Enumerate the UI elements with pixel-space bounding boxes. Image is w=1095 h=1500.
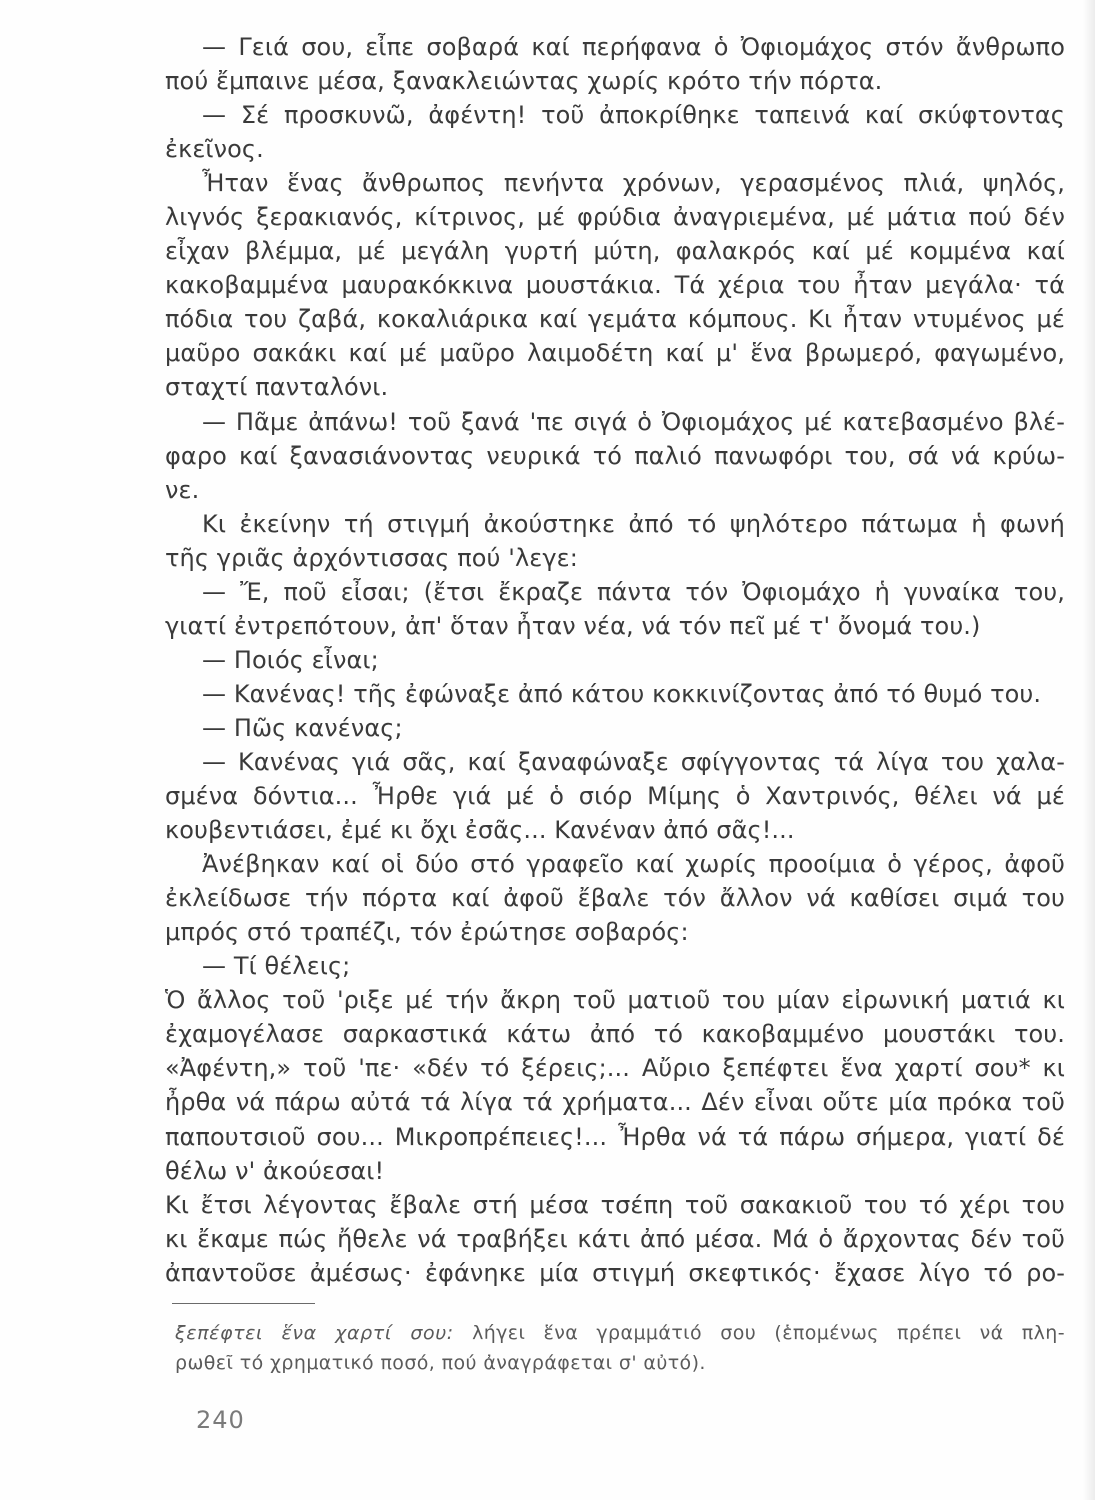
text-line: — Κανένας γιά σᾶς, καί ξαναφώναξε σφίγγοντας τά λίγα του χαλα- [202,747,1065,776]
text-line: Ὁ ἄλλος τοῦ 'ριξε μέ τήν ἄκρη τοῦ ματιοῦ του μίαν εἰρωνική ματιά κι [165,986,1065,1015]
text-line: ἀπαντοῦσε ἀμέσως· ἐφάνηκε μία στιγμή σκεφτικός· ἔχασε λίγο τό ρο- [165,1258,1065,1287]
text-line: ἐκλείδωσε τήν πόρτα καί ἀφοῦ ἔβαλε τόν ἄλλον νά καθίσει σιμά του [165,884,1065,913]
page-number: 240 [196,1406,245,1434]
text-line: μπρός στό τραπέζι, τόν ἐρώτησε σοβαρός: [165,918,689,947]
text-line: Ἀνέβηκαν καί οἱ δύο στό γραφεῖο καί χωρίς προοίμια ὁ γέρος, ἀφοῦ [202,850,1065,879]
text-line: — Γειά σου, εἶπε σοβαρά καί περήφανα ὁ Ὀφιομάχος στόν ἄνθρωπο [202,33,1065,61]
text-line: — Πῶς κανένας; [202,713,403,742]
text-line: Κι ἔτσι λέγοντας ἔβαλε στή μέσα τσέπη τοῦ σακακιοῦ του τό χέρι του [165,1190,1065,1219]
text-line: — Κανένας! τῆς ἐφώναξε ἀπό κάτου κοκκινίζοντας ἀπό τό θυμό του. [202,679,1042,708]
text-line: πόδια του ζαβά, κοκαλιάρικα καί γεμάτα κόμπους. Κι ἦταν ντυμένος μέ [165,305,1065,334]
text-line: — Ποιός εἶναι; [202,645,379,674]
text-line: κι ἔκαμε πώς ἤθελε νά τραβήξει κάτι ἀπό μέσα. Μά ὁ ἄρχοντας δέν τοῦ [165,1224,1065,1253]
page-edge-shadow [1083,0,1095,1500]
footnote-line-1 [175,1318,1065,1348]
text-line: — Ἔ, ποῦ εἶσαι; (ἔτσι ἔκραζε πάντα τόν Ὀφιομάχο ἡ γυναίκα του, [202,577,1065,606]
text-line: πού ἔμπαινε μέσα, ξανακλειώντας χωρίς κρότο τήν πόρτα. [165,67,883,96]
text-line: ἐχαμογέλασε σαρκαστικά κάτω ἀπό τό κακοβαμμένο μουστάκι του. [165,1020,1065,1049]
text-line: «Ἀφέντη,» τοῦ 'πε· «δέν τό ξέρεις;... Αὔριο ξεπέφτει ἕνα χαρτί σου* κι [165,1054,1065,1083]
body-text [165,30,1065,1290]
text-line: — Σέ προσκυνῶ, ἀφέντη! τοῦ ἀποκρίθηκε ταπεινά καί σκύφτοντας [202,101,1065,130]
footnote-definition: λήγει ἕνα γραμμάτιό σου (ἑπομένως πρέπει νά πλη- [472,1322,1065,1344]
footnote-term: ξεπέφτει ἕνα χαρτί σου: [175,1322,454,1344]
text-line: νε. [165,475,200,504]
text-line: ἦρθα νά πάρω αὐτά τά λίγα τά χρήματα... Δέν εἶναι οὔτε μία πρόκα τοῦ [165,1088,1065,1117]
footnote-line-2: ρωθεῖ τό χρηματικό ποσό, πού ἀναγράφεται σ' αὐτό). [175,1352,706,1374]
text-line: σταχτί πανταλόνι. [165,373,389,402]
text-line: κακοβαμμένα μαυρακόκκινα μουστάκια. Τά χέρια του ἦταν μεγάλα· τά [165,271,1065,300]
text-line: θέλω ν' ἀκούεσαι! [165,1156,385,1185]
text-line: ἐκεῖνος. [165,135,264,164]
text-line: γιατί ἐντρεπότουν, ἀπ' ὅταν ἦταν νέα, νά τόν πεῖ μέ τ' ὄνομά του.) [165,611,981,640]
footnote-separator [172,1303,315,1304]
text-line: — Πᾶμε ἀπάνω! τοῦ ξανά 'πε σιγά ὁ Ὀφιομάχος μέ κατεβασμένο βλέ- [202,407,1065,436]
text-line: εἶχαν βλέμμα, μέ μεγάλη γυρτή μύτη, φαλακρός καί μέ κομμένα καί [165,237,1065,266]
text-line: φαρο καί ξανασιάνοντας νευρικά τό παλιό πανωφόρι του, σά νά κρύω- [165,441,1065,470]
text-line: Ἦταν ἕνας ἄνθρωπος πενήντα χρόνων, γερασμένος πλιά, ψηλός, [202,169,1065,198]
text-line: μαῦρο σακάκι καί μέ μαῦρο λαιμοδέτη καί μ' ἕνα βρωμερό, φαγωμένο, [165,339,1065,368]
footnote [175,1318,1065,1378]
text-line: λιγνός ξερακιανός, κίτρινος, μέ φρύδια ἀναγριεμένα, μέ μάτια πού δέν [165,203,1065,232]
text-line: — Τί θέλεις; [202,952,351,981]
text-line: παπουτσιοῦ σου... Μικροπρέπειες!... Ἦρθα νά τά πάρω σήμερα, γιατί δέ [165,1122,1065,1151]
text-line: σμένα δόντια... Ἦρθε γιά μέ ὁ σιόρ Μίμης ὁ Χαντρινός, θέλει νά μέ [165,782,1065,811]
text-line: τῆς γριᾶς ἀρχόντισσας πού 'λεγε: [165,543,578,572]
text-line: Κι ἐκείνην τή στιγμή ἀκούστηκε ἀπό τό ψηλότερο πάτωμα ἡ φωνή [202,509,1065,538]
text-line: κουβεντιάσει, ἐμέ κι ὄχι ἐσᾶς... Κανέναν ἀπό σᾶς!... [165,816,795,845]
